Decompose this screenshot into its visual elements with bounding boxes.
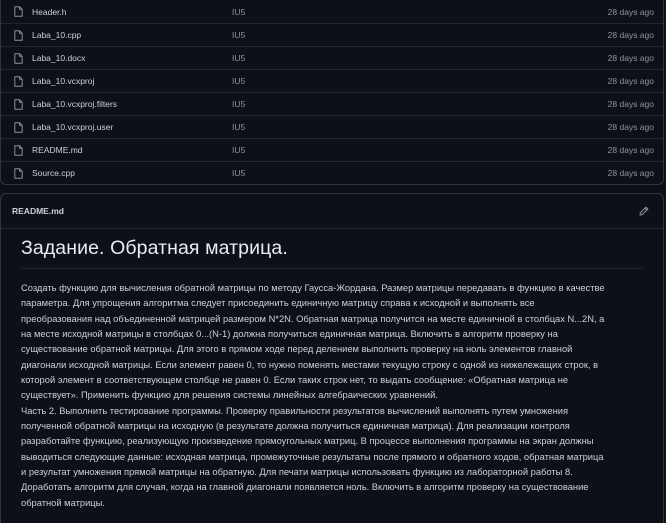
file-name-link[interactable]: Source.cpp (32, 168, 75, 178)
commit-age: 28 days ago (607, 30, 654, 40)
commit-message-link[interactable]: IU5 (232, 30, 246, 40)
file-row (1, 138, 663, 161)
commit-age: 28 days ago (607, 53, 654, 63)
file-icon (14, 6, 23, 17)
file-row (1, 161, 663, 184)
commit-message-link[interactable]: IU5 (232, 76, 246, 86)
file-list (0, 0, 664, 185)
commit-message-link[interactable]: IU5 (232, 99, 246, 109)
commit-age: 28 days ago (607, 168, 654, 178)
commit-age: 28 days ago (607, 6, 654, 17)
file-icon (14, 99, 23, 110)
readme-paragraph: Создать функцию для вычисления обратной матрицы по методу Гаусса-Жордана. Размер матрицы передавать в функцию в качестве параметра. Для упрощения алгоритма следует присоединить единичную матрицу справа к исходной и выполнять все преобразования над объединенной матрицей размером N*2N. Обратная матрица получится на месте единичной в столбцах N...2N, а на месте исходной матрицы в столбцах 0...(N-1) должна получиться единичная матрица. Включить в алгоритм проверку на существование обратной матрицы. Для этого в прямом ходе перед делением выполнить проверку на ноль элементов главной диагонали исходной матрицы. Если элемент равен 0, то нужно поменять местами текущую строку с одной из нижележащих строк, в которой элемент в соответствующем столбце не равен 0. Если таких строк нет, то выдать сообщение: «Обратная матрица не существует». Применить функцию для решения системы линейных алгебраических уравнений. Часть 2. Выполнить тестирование программы. Проверку правильности результатов вычислений выполнять путем умножения полученной обратной матрицы на исходную (в результате должна получиться единичная матрица). Для реализации контроля разработайте функцию, реализующую произведение прямоугольных матриц. В процессе выполнения программы на экран должны выводиться следующие данные: исходная матрица, промежуточные результаты после прямого и обратного ходов, обратная матрица и результат умножения прямой матрицы на обратную. Для печати матрицы использовать функцию из лабораторной работы 8. Доработать алгоритм для случая, когда на главной диагонали появляется ноль. Включить в алгоритм проверку на существование обратной матрицы. (21, 283, 605, 508)
commit-message-link[interactable]: IU5 (232, 168, 246, 178)
file-row (1, 92, 663, 115)
pencil-icon[interactable] (639, 206, 649, 216)
commit-age: 28 days ago (607, 76, 654, 86)
file-row (1, 0, 663, 23)
readme-header (1, 194, 663, 229)
readme-body (1, 229, 663, 511)
file-row (1, 115, 663, 138)
readme-filename: README.md (12, 206, 64, 216)
file-icon (14, 145, 23, 156)
file-name-link[interactable]: Laba_10.docx (32, 53, 86, 63)
commit-message-link[interactable]: IU5 (232, 6, 246, 17)
file-name-link[interactable]: README.md (32, 145, 83, 155)
file-icon (14, 76, 23, 87)
readme-heading: Задание. Обратная матрица. (21, 237, 643, 269)
commit-age: 28 days ago (607, 99, 654, 109)
file-icon (14, 53, 23, 64)
commit-message-link[interactable]: IU5 (232, 145, 246, 155)
file-name-link[interactable]: Laba_10.cpp (32, 30, 82, 40)
file-row (1, 46, 663, 69)
commit-age: 28 days ago (607, 145, 654, 155)
file-row (1, 69, 663, 92)
file-name-link[interactable]: Laba_10.vcxproj (32, 76, 95, 86)
commit-age: 28 days ago (607, 122, 654, 132)
file-row (1, 23, 663, 46)
file-icon (14, 122, 23, 133)
file-name-link[interactable]: Header.h (32, 6, 67, 17)
file-name-link[interactable]: Laba_10.vcxproj.filters (32, 99, 118, 109)
file-name-link[interactable]: Laba_10.vcxproj.user (32, 122, 114, 132)
file-icon (14, 168, 23, 179)
file-icon (14, 30, 23, 41)
readme-panel (0, 193, 664, 523)
commit-message-link[interactable]: IU5 (232, 53, 246, 63)
commit-message-link[interactable]: IU5 (232, 122, 246, 132)
